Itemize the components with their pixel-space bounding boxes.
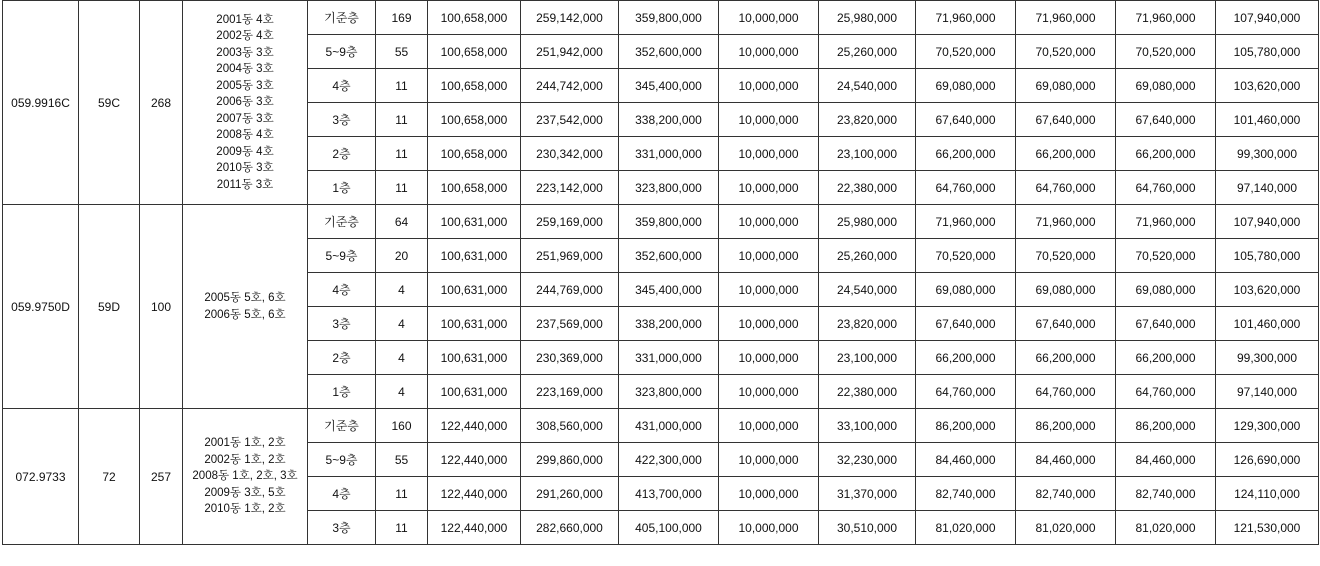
interim-payment-1-cell: 64,760,000 [916,375,1016,409]
interim-payment-3-cell: 69,080,000 [1116,273,1216,307]
building-cost-cell: 244,742,000 [521,69,619,103]
contract-deposit-cell: 10,000,000 [719,307,819,341]
interim-payment-3-cell: 81,020,000 [1116,511,1216,545]
land-cost-cell: 122,440,000 [428,409,521,443]
count-cell: 169 [376,1,428,35]
interim-payment-2-cell: 69,080,000 [1016,69,1116,103]
balance-cell: 103,620,000 [1216,69,1319,103]
dong-line: 2002동 4호 [216,30,274,43]
interim-payment-2-cell: 70,520,000 [1016,239,1116,273]
interim-payment-1-cell: 86,200,000 [916,409,1016,443]
count-cell: 160 [376,409,428,443]
contract-deposit-cell: 10,000,000 [719,375,819,409]
floor-cell: 5~9층 [308,443,376,477]
dong-line: 2010동 3호 [216,162,274,175]
interim-payment-1-cell: 69,080,000 [916,69,1016,103]
interim-payment-1-cell: 70,520,000 [916,239,1016,273]
interim-payment-1-cell: 81,020,000 [916,511,1016,545]
floor-cell: 4층 [308,477,376,511]
interim-payment-2-cell: 70,520,000 [1016,35,1116,69]
interim-payment-2-cell: 66,200,000 [1016,341,1116,375]
total-price-cell: 323,800,000 [619,171,719,205]
building-cost-cell: 251,969,000 [521,239,619,273]
dong-list-cell [183,205,308,409]
interim-payment-3-cell: 70,520,000 [1116,239,1216,273]
down-payment-cell: 25,260,000 [819,239,916,273]
floor-cell: 기준층 [308,205,376,239]
land-cost-cell: 122,440,000 [428,443,521,477]
dong-line: 2005동 3호 [216,79,274,92]
building-cost-cell: 223,169,000 [521,375,619,409]
balance-cell: 101,460,000 [1216,103,1319,137]
type-name-cell: 72 [79,409,140,545]
table-row [3,205,1319,239]
price-table [2,0,1319,545]
building-cost-cell: 259,142,000 [521,1,619,35]
total-price-cell: 323,800,000 [619,375,719,409]
balance-cell: 103,620,000 [1216,273,1319,307]
dong-line: 2008동 4호 [216,129,274,142]
dong-line: 2003동 3호 [216,46,274,59]
interim-payment-1-cell: 66,200,000 [916,341,1016,375]
land-cost-cell: 100,658,000 [428,1,521,35]
dong-line: 2001동 4호 [216,13,274,26]
contract-deposit-cell: 10,000,000 [719,137,819,171]
balance-cell: 107,940,000 [1216,1,1319,35]
unit-count-cell: 257 [140,409,183,545]
building-cost-cell: 291,260,000 [521,477,619,511]
table-row [3,409,1319,443]
interim-payment-1-cell: 82,740,000 [916,477,1016,511]
interim-payment-2-cell: 71,960,000 [1016,205,1116,239]
total-price-cell: 352,600,000 [619,35,719,69]
interim-payment-3-cell: 70,520,000 [1116,35,1216,69]
interim-payment-1-cell: 69,080,000 [916,273,1016,307]
total-price-cell: 345,400,000 [619,69,719,103]
balance-cell: 129,300,000 [1216,409,1319,443]
down-payment-cell: 25,260,000 [819,35,916,69]
down-payment-cell: 24,540,000 [819,69,916,103]
count-cell: 11 [376,171,428,205]
down-payment-cell: 23,820,000 [819,103,916,137]
contract-deposit-cell: 10,000,000 [719,103,819,137]
floor-cell: 기준층 [308,409,376,443]
interim-payment-1-cell: 67,640,000 [916,103,1016,137]
building-cost-cell: 299,860,000 [521,443,619,477]
count-cell: 55 [376,35,428,69]
floor-cell: 2층 [308,341,376,375]
down-payment-cell: 30,510,000 [819,511,916,545]
down-payment-cell: 32,230,000 [819,443,916,477]
land-cost-cell: 100,631,000 [428,205,521,239]
building-cost-cell: 244,769,000 [521,273,619,307]
down-payment-cell: 22,380,000 [819,375,916,409]
balance-cell: 101,460,000 [1216,307,1319,341]
land-cost-cell: 100,658,000 [428,35,521,69]
floor-cell: 5~9층 [308,35,376,69]
land-cost-cell: 100,658,000 [428,103,521,137]
floor-cell: 2층 [308,137,376,171]
land-cost-cell: 100,631,000 [428,273,521,307]
down-payment-cell: 23,820,000 [819,307,916,341]
count-cell: 11 [376,69,428,103]
down-payment-cell: 24,540,000 [819,273,916,307]
contract-deposit-cell: 10,000,000 [719,69,819,103]
building-cost-cell: 259,169,000 [521,205,619,239]
balance-cell: 121,530,000 [1216,511,1319,545]
contract-deposit-cell: 10,000,000 [719,409,819,443]
interim-payment-3-cell: 64,760,000 [1116,375,1216,409]
floor-cell: 5~9층 [308,239,376,273]
interim-payment-1-cell: 71,960,000 [916,205,1016,239]
interim-payment-1-cell: 67,640,000 [916,307,1016,341]
floor-cell: 4층 [308,69,376,103]
total-price-cell: 338,200,000 [619,307,719,341]
interim-payment-2-cell: 66,200,000 [1016,137,1116,171]
interim-payment-1-cell: 71,960,000 [916,1,1016,35]
total-price-cell: 331,000,000 [619,137,719,171]
down-payment-cell: 33,100,000 [819,409,916,443]
land-cost-cell: 100,631,000 [428,341,521,375]
balance-cell: 105,780,000 [1216,35,1319,69]
land-cost-cell: 100,658,000 [428,69,521,103]
contract-deposit-cell: 10,000,000 [719,35,819,69]
floor-cell: 3층 [308,103,376,137]
total-price-cell: 422,300,000 [619,443,719,477]
count-cell: 11 [376,511,428,545]
table-row [3,1,1319,35]
interim-payment-3-cell: 86,200,000 [1116,409,1216,443]
interim-payment-2-cell: 81,020,000 [1016,511,1116,545]
count-cell: 4 [376,273,428,307]
interim-payment-1-cell: 66,200,000 [916,137,1016,171]
type-name-cell: 59C [79,1,140,205]
balance-cell: 99,300,000 [1216,341,1319,375]
interim-payment-1-cell: 64,760,000 [916,171,1016,205]
dong-line: 2002동 1호, 2호 [204,453,286,466]
interim-payment-2-cell: 64,760,000 [1016,171,1116,205]
unit-count-cell: 100 [140,205,183,409]
dong-line: 2006동 5호, 6호 [204,308,286,321]
land-cost-cell: 100,631,000 [428,239,521,273]
dong-line: 2008동 1호, 2호, 3호 [192,470,298,483]
interim-payment-1-cell: 84,460,000 [916,443,1016,477]
count-cell: 55 [376,443,428,477]
count-cell: 64 [376,205,428,239]
interim-payment-3-cell: 69,080,000 [1116,69,1216,103]
count-cell: 4 [376,307,428,341]
contract-deposit-cell: 10,000,000 [719,443,819,477]
dong-line: 2009동 4호 [216,145,274,158]
count-cell: 11 [376,477,428,511]
count-cell: 20 [376,239,428,273]
total-price-cell: 359,800,000 [619,1,719,35]
price-table-body [3,1,1319,545]
balance-cell: 105,780,000 [1216,239,1319,273]
floor-cell: 기준층 [308,1,376,35]
down-payment-cell: 31,370,000 [819,477,916,511]
dong-list-cell [183,409,308,545]
contract-deposit-cell: 10,000,000 [719,239,819,273]
interim-payment-3-cell: 84,460,000 [1116,443,1216,477]
contract-deposit-cell: 10,000,000 [719,477,819,511]
dong-line: 2009동 3호, 5호 [204,486,286,499]
count-cell: 4 [376,341,428,375]
balance-cell: 97,140,000 [1216,375,1319,409]
type-name-cell: 59D [79,205,140,409]
dong-list-cell [183,1,308,205]
balance-cell: 126,690,000 [1216,443,1319,477]
total-price-cell: 359,800,000 [619,205,719,239]
land-cost-cell: 100,658,000 [428,137,521,171]
housing-type-cell: 059.9916C [3,1,79,205]
land-cost-cell: 100,658,000 [428,171,521,205]
total-price-cell: 413,700,000 [619,477,719,511]
count-cell: 11 [376,137,428,171]
total-price-cell: 405,100,000 [619,511,719,545]
unit-count-cell: 268 [140,1,183,205]
total-price-cell: 338,200,000 [619,103,719,137]
floor-cell: 4층 [308,273,376,307]
total-price-cell: 431,000,000 [619,409,719,443]
count-cell: 4 [376,375,428,409]
interim-payment-2-cell: 64,760,000 [1016,375,1116,409]
building-cost-cell: 308,560,000 [521,409,619,443]
interim-payment-2-cell: 69,080,000 [1016,273,1116,307]
balance-cell: 124,110,000 [1216,477,1319,511]
dong-line: 2007동 3호 [216,112,274,125]
land-cost-cell: 122,440,000 [428,511,521,545]
building-cost-cell: 282,660,000 [521,511,619,545]
contract-deposit-cell: 10,000,000 [719,511,819,545]
interim-payment-3-cell: 82,740,000 [1116,477,1216,511]
floor-cell: 1층 [308,375,376,409]
building-cost-cell: 251,942,000 [521,35,619,69]
balance-cell: 97,140,000 [1216,171,1319,205]
building-cost-cell: 230,342,000 [521,137,619,171]
interim-payment-3-cell: 66,200,000 [1116,341,1216,375]
interim-payment-2-cell: 86,200,000 [1016,409,1116,443]
total-price-cell: 352,600,000 [619,239,719,273]
contract-deposit-cell: 10,000,000 [719,1,819,35]
building-cost-cell: 223,142,000 [521,171,619,205]
total-price-cell: 331,000,000 [619,341,719,375]
count-cell: 11 [376,103,428,137]
housing-type-cell: 059.9750D [3,205,79,409]
dong-line: 2004동 3호 [216,63,274,76]
land-cost-cell: 122,440,000 [428,477,521,511]
interim-payment-3-cell: 71,960,000 [1116,205,1216,239]
interim-payment-2-cell: 67,640,000 [1016,307,1116,341]
floor-cell: 3층 [308,511,376,545]
floor-cell: 1층 [308,171,376,205]
interim-payment-3-cell: 64,760,000 [1116,171,1216,205]
floor-cell: 3층 [308,307,376,341]
balance-cell: 99,300,000 [1216,137,1319,171]
balance-cell: 107,940,000 [1216,205,1319,239]
building-cost-cell: 237,542,000 [521,103,619,137]
interim-payment-3-cell: 67,640,000 [1116,103,1216,137]
building-cost-cell: 237,569,000 [521,307,619,341]
interim-payment-2-cell: 71,960,000 [1016,1,1116,35]
interim-payment-3-cell: 66,200,000 [1116,137,1216,171]
contract-deposit-cell: 10,000,000 [719,205,819,239]
dong-line: 2005동 5호, 6호 [204,292,286,304]
housing-type-cell: 072.9733 [3,409,79,545]
down-payment-cell: 23,100,000 [819,137,916,171]
down-payment-cell: 25,980,000 [819,205,916,239]
land-cost-cell: 100,631,000 [428,307,521,341]
down-payment-cell: 23,100,000 [819,341,916,375]
contract-deposit-cell: 10,000,000 [719,171,819,205]
interim-payment-3-cell: 67,640,000 [1116,307,1216,341]
dong-line: 2006동 3호 [216,96,274,109]
dong-line: 2001동 1호, 2호 [204,437,286,450]
dong-line: 2010동 1호, 2호 [204,503,286,516]
interim-payment-2-cell: 67,640,000 [1016,103,1116,137]
down-payment-cell: 22,380,000 [819,171,916,205]
land-cost-cell: 100,631,000 [428,375,521,409]
contract-deposit-cell: 10,000,000 [719,341,819,375]
interim-payment-2-cell: 82,740,000 [1016,477,1116,511]
contract-deposit-cell: 10,000,000 [719,273,819,307]
interim-payment-3-cell: 71,960,000 [1116,1,1216,35]
down-payment-cell: 25,980,000 [819,1,916,35]
interim-payment-1-cell: 70,520,000 [916,35,1016,69]
interim-payment-2-cell: 84,460,000 [1016,443,1116,477]
total-price-cell: 345,400,000 [619,273,719,307]
dong-line: 2011동 3호 [216,178,274,191]
building-cost-cell: 230,369,000 [521,341,619,375]
